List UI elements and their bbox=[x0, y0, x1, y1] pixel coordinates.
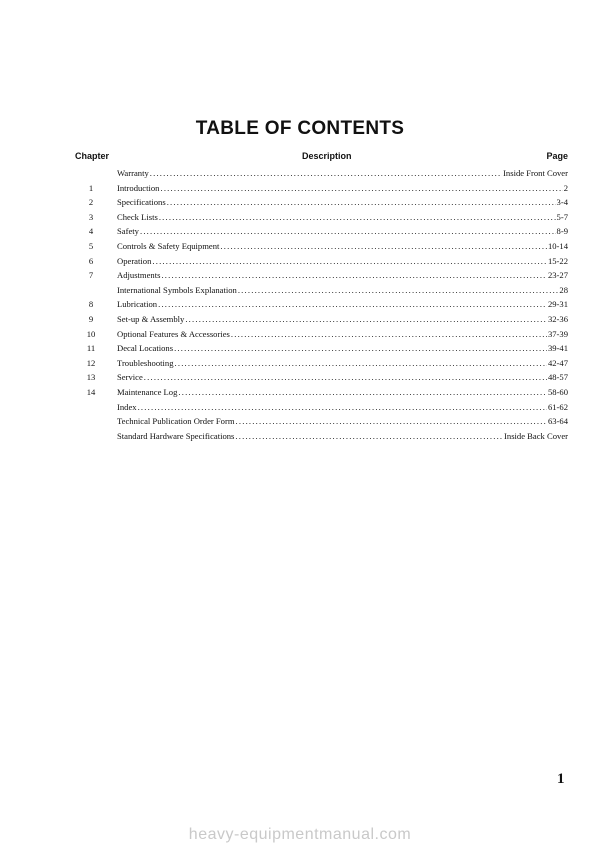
chapter-number: 12 bbox=[86, 357, 96, 368]
leader-dots bbox=[150, 166, 502, 181]
leader-dots bbox=[220, 239, 547, 254]
toc-entry bbox=[117, 239, 568, 254]
chapter-number: 5 bbox=[88, 240, 94, 251]
toc-row bbox=[0, 356, 600, 371]
entry-page: 63-64 bbox=[547, 416, 568, 427]
toc-row bbox=[0, 224, 600, 239]
toc-row bbox=[0, 327, 600, 342]
entry-page: 5-7 bbox=[556, 211, 568, 222]
entry-page: 15-22 bbox=[547, 255, 568, 266]
toc-row bbox=[0, 400, 600, 415]
entry-page: Inside Back Cover bbox=[504, 430, 568, 441]
leader-dots bbox=[235, 429, 503, 444]
page-column-header: Page bbox=[546, 151, 568, 161]
leader-dots bbox=[161, 268, 546, 283]
chapter-number: 13 bbox=[86, 372, 96, 383]
toc-row bbox=[0, 210, 600, 225]
toc-entry bbox=[117, 283, 568, 298]
entry-title: Index bbox=[117, 401, 137, 412]
toc-entry bbox=[117, 210, 568, 225]
toc-row bbox=[0, 283, 600, 298]
toc-entry bbox=[117, 414, 568, 429]
description-column-header: Description bbox=[302, 151, 352, 161]
toc-entry bbox=[117, 312, 568, 327]
toc-row bbox=[0, 297, 600, 312]
entry-title: Operation bbox=[117, 255, 152, 266]
toc-entry bbox=[117, 195, 568, 210]
toc-row bbox=[0, 254, 600, 269]
chapter-number: 1 bbox=[88, 182, 94, 193]
entry-title: Optional Features & Accessories bbox=[117, 328, 230, 339]
toc-entry bbox=[117, 181, 568, 196]
entry-title: Set-up & Assembly bbox=[117, 313, 185, 324]
entry-page: 28 bbox=[559, 284, 568, 295]
entry-page: 48-57 bbox=[547, 372, 568, 383]
leader-dots bbox=[140, 224, 556, 239]
entry-title: International Symbols Explanation bbox=[117, 284, 237, 295]
entry-title: Troubleshooting bbox=[117, 357, 174, 368]
leader-dots bbox=[138, 400, 547, 415]
chapter-number: 3 bbox=[88, 211, 94, 222]
entry-page: 8-9 bbox=[556, 226, 568, 237]
entry-page: 37-39 bbox=[547, 328, 568, 339]
chapter-number: 4 bbox=[88, 226, 94, 237]
leader-dots bbox=[231, 327, 547, 342]
leader-dots bbox=[167, 195, 556, 210]
entry-page: 10-14 bbox=[547, 240, 568, 251]
entry-page: Inside Front Cover bbox=[503, 168, 568, 178]
entry-title: Warranty bbox=[117, 168, 149, 178]
chapter-column-header: Chapter bbox=[75, 151, 110, 161]
toc-entry bbox=[117, 356, 568, 371]
page-title: TABLE OF CONTENTS bbox=[195, 118, 405, 139]
entry-page: 32-36 bbox=[547, 313, 568, 324]
toc-entry bbox=[117, 268, 568, 283]
toc-row bbox=[0, 429, 600, 444]
chapter-number: 11 bbox=[86, 343, 96, 354]
toc-list bbox=[0, 166, 600, 443]
leader-dots bbox=[152, 254, 547, 269]
toc-row bbox=[0, 385, 600, 400]
entry-page: 61-62 bbox=[547, 401, 568, 412]
entry-title: Adjustments bbox=[117, 270, 161, 281]
leader-dots bbox=[238, 283, 559, 298]
entry-title: Service bbox=[117, 372, 143, 383]
entry-title: Controls & Safety Equipment bbox=[117, 240, 220, 251]
toc-entry bbox=[117, 297, 568, 312]
entry-page: 29-31 bbox=[547, 299, 568, 310]
leader-dots bbox=[144, 370, 547, 385]
toc-entry bbox=[117, 327, 568, 342]
entry-title: Specifications bbox=[117, 197, 166, 208]
entry-title: Lubrication bbox=[117, 299, 158, 310]
toc-row bbox=[0, 370, 600, 385]
entry-page: 2 bbox=[563, 182, 568, 193]
toc-entry bbox=[117, 370, 568, 385]
chapter-number: 9 bbox=[88, 313, 94, 324]
chapter-number: 2 bbox=[88, 197, 94, 208]
entry-title: Decal Locations bbox=[117, 343, 174, 354]
leader-dots bbox=[158, 297, 547, 312]
entry-title: Safety bbox=[117, 226, 139, 237]
chapter-number: 10 bbox=[86, 328, 96, 339]
toc-entry bbox=[117, 166, 568, 181]
chapter-number: 14 bbox=[86, 386, 96, 397]
entry-page: 58-60 bbox=[547, 386, 568, 397]
toc-entry bbox=[117, 429, 568, 444]
toc-row bbox=[0, 341, 600, 356]
entry-page: 42-47 bbox=[547, 357, 568, 368]
toc-row bbox=[0, 166, 600, 181]
leader-dots bbox=[185, 312, 547, 327]
chapter-number: 7 bbox=[88, 270, 94, 281]
chapter-number: 8 bbox=[88, 299, 94, 310]
page-number: 1 bbox=[557, 771, 565, 787]
toc-row bbox=[0, 195, 600, 210]
leader-dots bbox=[178, 385, 547, 400]
toc-row bbox=[0, 268, 600, 283]
chapter-number: 6 bbox=[88, 255, 94, 266]
toc-entry bbox=[117, 341, 568, 356]
entry-page: 39-41 bbox=[547, 343, 568, 354]
entry-page: 23-27 bbox=[547, 270, 568, 281]
entry-page: 3-4 bbox=[556, 197, 568, 208]
toc-row bbox=[0, 312, 600, 327]
watermark-footer: heavy-equipmentmanual.com bbox=[188, 826, 412, 843]
toc-entry bbox=[117, 224, 568, 239]
entry-title: Technical Publication Order Form bbox=[117, 416, 235, 427]
entry-title: Maintenance Log bbox=[117, 386, 178, 397]
entry-title: Introduction bbox=[117, 182, 160, 193]
toc-entry bbox=[117, 254, 568, 269]
leader-dots bbox=[236, 414, 547, 429]
entry-title: Check Lists bbox=[117, 211, 158, 222]
toc-entry bbox=[117, 400, 568, 415]
toc-row bbox=[0, 181, 600, 196]
leader-dots bbox=[175, 356, 547, 371]
leader-dots bbox=[159, 210, 556, 225]
toc-row bbox=[0, 239, 600, 254]
toc-row bbox=[0, 414, 600, 429]
leader-dots bbox=[174, 341, 547, 356]
leader-dots bbox=[160, 181, 562, 196]
toc-entry bbox=[117, 385, 568, 400]
entry-title: Standard Hardware Specifications bbox=[117, 430, 235, 441]
